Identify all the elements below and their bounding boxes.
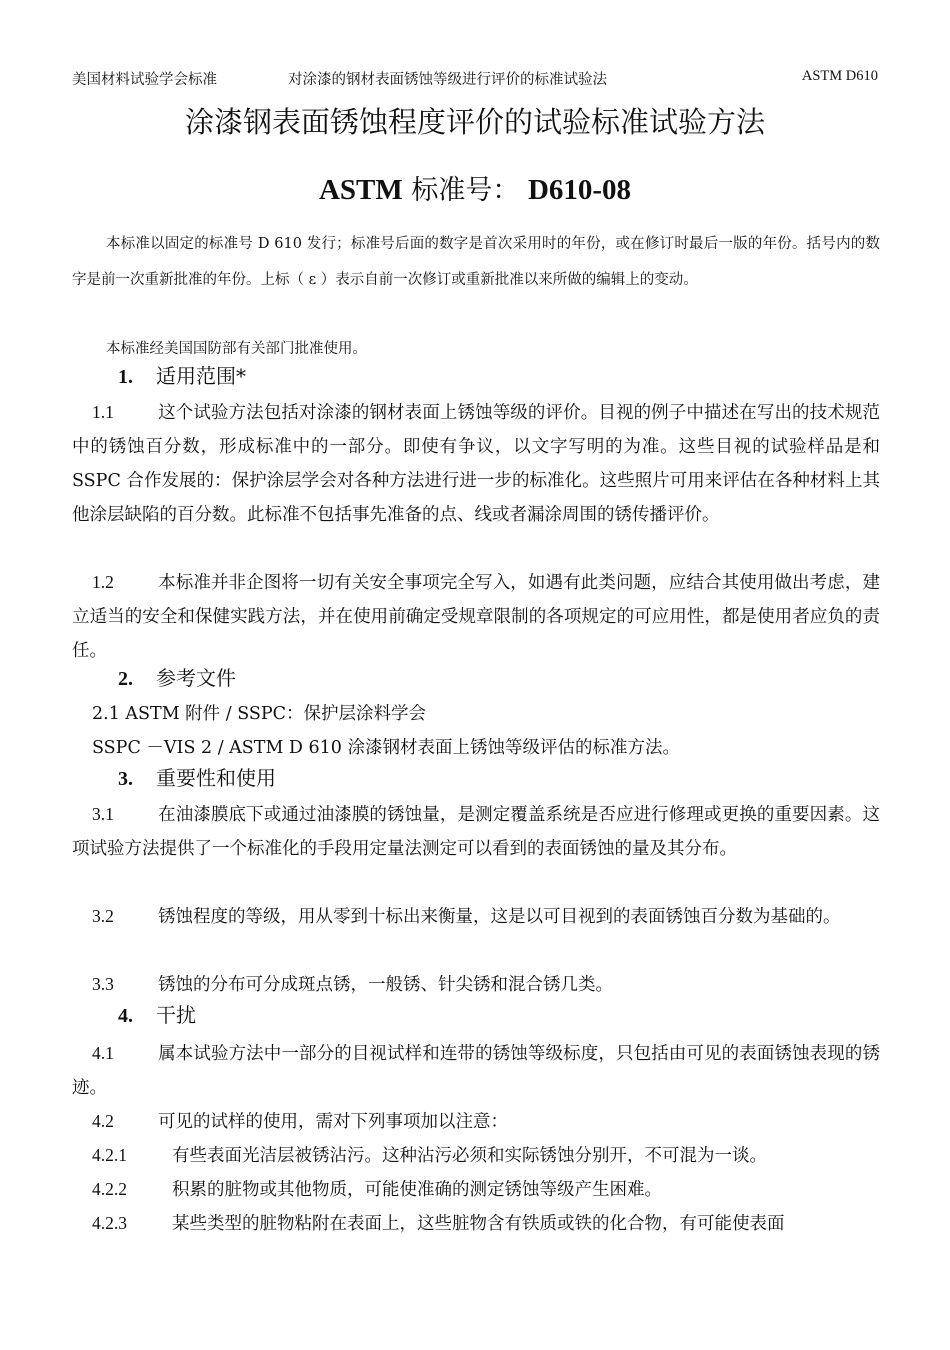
clause-number: 3.2: [92, 906, 114, 926]
section-heading-4: [118, 1000, 196, 1031]
clause-text: 某些类型的脏物粘附在表面上，这些脏物含有铁质或铁的化合物，有可能使表面: [172, 1214, 785, 1234]
standard-number: [0, 168, 950, 207]
section-title: 干扰: [156, 1003, 196, 1027]
clause-number: 1.2: [92, 572, 114, 592]
header-organization: 美国材料试验学会标准: [72, 72, 217, 88]
clause-4-2-2: [72, 1172, 880, 1207]
section-heading-3: [118, 763, 276, 794]
clause-4-2: [72, 1104, 880, 1139]
header-document-title: 对涂漆的钢材表面锈蚀等级进行评价的标准试验法: [288, 72, 607, 88]
clause-1-1: [72, 395, 880, 532]
section-title: 适用范围*: [156, 364, 246, 388]
section-title: 参考文件: [156, 666, 236, 690]
standard-label: 标准号：: [411, 175, 520, 206]
standard-code: D610-08: [527, 174, 632, 206]
section-number: 1.: [118, 366, 133, 388]
section-heading-1: [118, 361, 246, 392]
approval-note: 本标准经美国国防部有关部门批准使用。: [106, 341, 367, 357]
reference-2-1: 2.1 ASTM 附件 / SSPC：保护层涂料学会: [92, 704, 427, 724]
clause-text: 属本试验方法中一部分的目视试样和连带的锈蚀等级标度，只包括由可见的表面锈蚀表现的锈迹。: [72, 1044, 880, 1098]
section-heading-2: [118, 663, 236, 694]
clause-text: 有些表面光洁层被锈沾污。这种沾污必须和实际锈蚀分别开，不可混为一谈。: [172, 1146, 767, 1166]
intro-paragraph: 本标准以固定的标准号 D 610 发行；标准号后面的数字是首次采用时的年份，或在修订时最后一版的年份。括号内的数字是前一次重新批准的年份。上标（ ε ）表示自前一次修订或重新批准以来所做的编辑上的变动。: [72, 236, 880, 288]
section-number: 2.: [118, 668, 133, 690]
clause-4-1: [72, 1036, 880, 1105]
header-standard-code: ASTM D610: [801, 68, 878, 84]
clause-3-2: [72, 899, 880, 934]
clause-number: 4.2.1: [92, 1145, 127, 1165]
clause-number: 3.1: [92, 804, 114, 824]
clause-text: 在油漆膜底下或通过油漆膜的锈蚀量，是测定覆盖系统是否应进行修理或更换的重要因素。这项试验方法提供了一个标准化的手段用定量法测定可以看到的表面锈蚀的量及其分布。: [72, 805, 880, 859]
clause-number: 4.2: [92, 1111, 114, 1131]
clause-number: 3.3: [92, 974, 114, 994]
clause-number: 4.2.2: [92, 1179, 127, 1199]
clause-text: 锈蚀的分布可分成斑点锈，一般锈、针尖锈和混合锈几类。: [158, 975, 613, 995]
page-title: 涂漆钢表面锈蚀程度评价的试验标准试验方法: [184, 105, 765, 139]
standard-prefix: ASTM: [318, 174, 403, 206]
clause-4-2-1: [72, 1138, 880, 1173]
running-header: [72, 68, 878, 92]
clause-text: 积累的脏物或其他物质，可能使准确的测定锈蚀等级产生困难。: [172, 1180, 662, 1200]
section-number: 3.: [118, 768, 133, 790]
clause-text: 本标准并非企图将一切有关安全事项完全写入，如遇有此类问题，应结合其使用做出考虑，建立适当的安全和保健实践方法，并在使用前确定受规章限制的各项规定的可应用性，都是使用者应负的责任。: [72, 573, 880, 661]
clause-3-1: [72, 797, 880, 866]
clause-text: 锈蚀程度的等级，用从零到十标出来衡量，这是以可目视到的表面锈蚀百分数为基础的。: [158, 907, 841, 927]
section-number: 4.: [118, 1005, 133, 1027]
clause-1-2: [72, 565, 880, 668]
clause-number: 4.1: [92, 1043, 114, 1063]
clause-text: 这个试验方法包括对涂漆的钢材表面上锈蚀等级的评价。目视的例子中描述在写出的技术规范中的锈蚀百分数，形成标准中的一部分。即使有争议，以文字写明的为准。这些目视的试验样品是和 SSPC 合作发展的：保护涂层学会对各种方法进行进一步的标准化。这些照片可用来评估在各种材料上其他涂层缺陷的百分数。此标准不包括事先准备的点、线或者漏涂周围的锈传播评价。: [72, 403, 880, 525]
clause-3-3: [72, 967, 880, 1002]
clause-number: 1.1: [92, 402, 114, 422]
section-title: 重要性和使用: [156, 766, 276, 790]
clause-text: 可见的试样的使用，需对下列事项加以注意：: [158, 1112, 508, 1132]
clause-number: 4.2.3: [92, 1213, 127, 1233]
clause-4-2-3: [72, 1206, 880, 1241]
reference-sspc: SSPC －VIS 2 / ASTM D 610 涂漆钢材表面上锈蚀等级评估的标准方法。: [92, 738, 680, 758]
